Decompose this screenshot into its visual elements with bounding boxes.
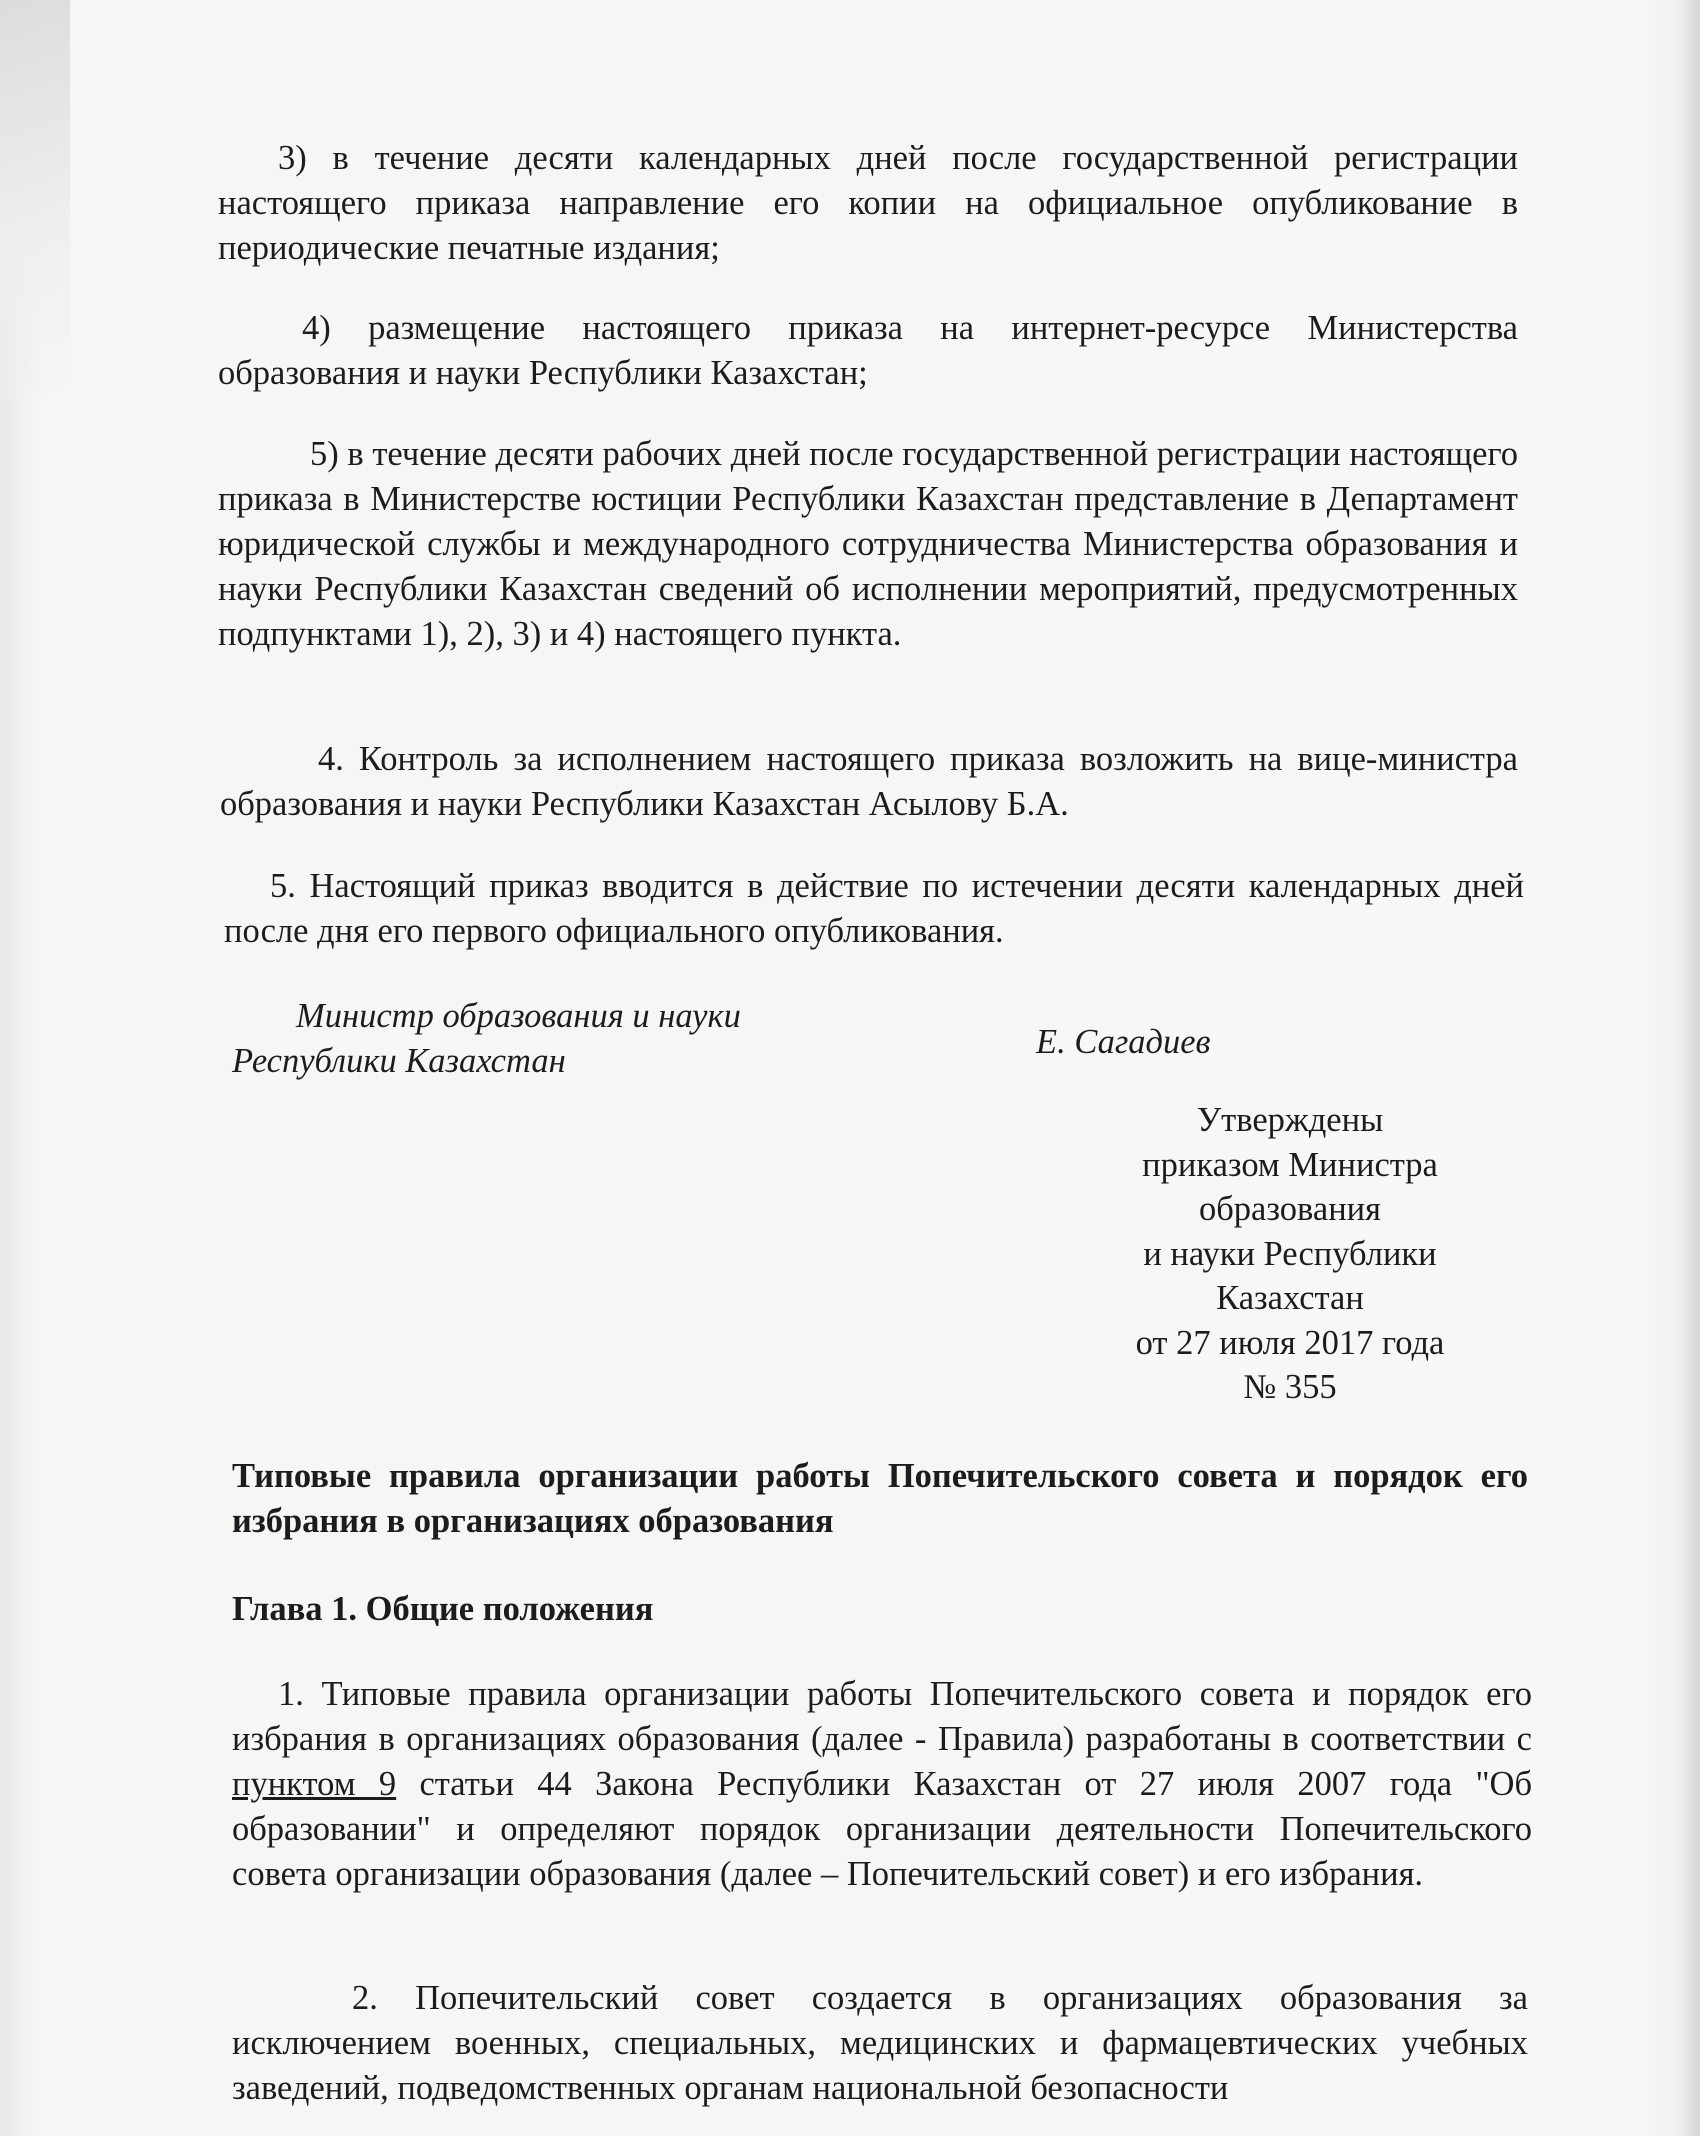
signature-position-line1: Министр образования и науки: [296, 997, 741, 1035]
law-article-link[interactable]: пунктом 9: [232, 1765, 397, 1803]
approval-line1: Утверждены: [1196, 1101, 1384, 1139]
document-title: [232, 1454, 1528, 1544]
approval-line3: образования: [1199, 1190, 1381, 1228]
paragraph-4: [220, 737, 1518, 827]
approval-stamp: [1090, 1098, 1490, 1410]
rule-2-text: 2. Попечительский совет создается в организациях образования за исключением военных, специальных, медицинских и фармацевтических учебных заведений, подведомственных органам национальной безопасности: [232, 1979, 1528, 2107]
subitem-5: [218, 432, 1518, 657]
signature-position-line2: Республики Казахстан: [232, 1042, 566, 1080]
signature-position: [232, 994, 952, 1084]
approval-line2: приказом Министра: [1142, 1145, 1438, 1184]
page-edge-shadow: [1678, 0, 1700, 2136]
subitem-5-text: 5) в течение десяти рабочих дней после государственной регистрации настоящего приказа в Министерстве юстиции Республики Казахстан представление в Департамент юридической службы и международного сотрудничества Министерства образования и науки Республики Казахстан сведений об исполнении мероприятий, предусмотренных подпунктами 1), 2), 3) и 4) настоящего пункта.: [218, 435, 1518, 653]
rule-1-text: [232, 1672, 1532, 1897]
rule-2: [232, 1976, 1528, 2111]
paragraph-5-text: 5. Настоящий приказ вводится в действие по истечении десяти календарных дней после дня его первого официального опубликования.: [224, 867, 1524, 950]
approval-line4: и науки Республики: [1143, 1234, 1437, 1273]
subitem-4-text: 4) размещение настоящего приказа на интернет-ресурсе Министерства образования и науки Республики Казахстан;: [218, 309, 1518, 392]
document-title-text: Типовые правила организации работы Попечительского совета и порядок его избрания в организациях образования: [232, 1457, 1528, 1540]
subitem-3-text: 3) в течение десяти календарных дней после государственной регистрации настоящего приказа направление его копии на официальное опубликование в периодические печатные издания;: [218, 139, 1518, 267]
subitem-3: [218, 136, 1518, 271]
chapter-1-heading: Глава 1. Общие положения: [232, 1590, 654, 1628]
rule-1-part-a: 1. Типовые правила организации работы Попечительского совета и порядок его избрания в организациях образования (далее - Правила) разработаны в соответствии с: [232, 1675, 1532, 1758]
signature-name: Е. Сагадиев: [1036, 1023, 1211, 1061]
paragraph-5: [224, 864, 1524, 954]
rule-1: [232, 1672, 1532, 1897]
approval-line6: от 27 июля 2017 года: [1135, 1323, 1445, 1362]
rule-1-part-b: статьи 44 Закона Республики Казахстан от 27 июля 2007 года "Об образовании" и определяют порядок организации деятельности Попечительского совета организации образования (далее – Попечительский совет) и его избрания.: [232, 1765, 1532, 1893]
approval-line7: № 355: [1243, 1368, 1337, 1406]
paragraph-4-text: 4. Контроль за исполнением настоящего приказа возложить на вице-министра образования и науки Республики Казахстан Асылову Б.А.: [220, 740, 1518, 823]
approval-line5: Казахстан: [1216, 1279, 1364, 1317]
subitem-4: [218, 306, 1518, 396]
page-fold-shadow: [0, 0, 70, 400]
